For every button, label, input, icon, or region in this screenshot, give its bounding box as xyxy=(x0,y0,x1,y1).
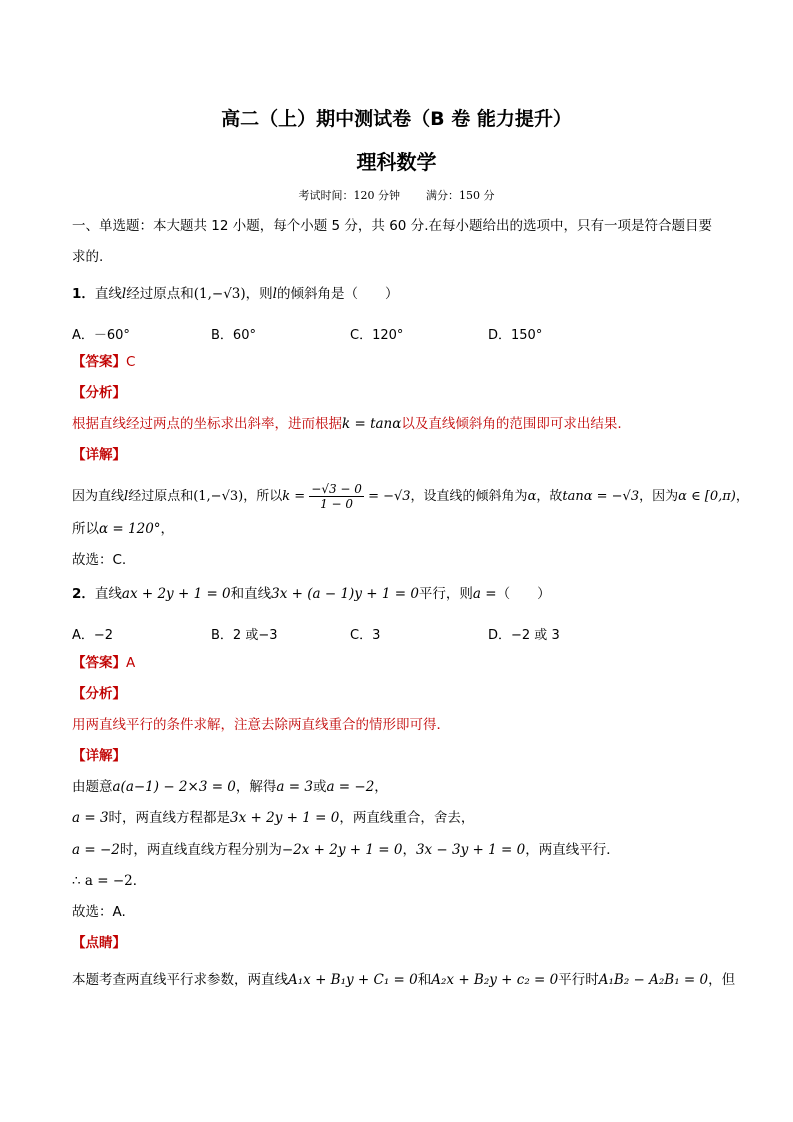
q2-option-b: B．2 或−3 xyxy=(211,628,278,643)
question-1: 1．直线l经过原点和(1,−√3)，则l的倾斜角是（ ） xyxy=(72,286,399,302)
answer-label: 【答案】 xyxy=(72,354,126,370)
section-heading-line2: 求的. xyxy=(72,249,104,265)
q2-option-a: A．−2 xyxy=(72,628,114,643)
q1-option-d: D．150° xyxy=(488,328,543,343)
page-subtitle: 理科数学 xyxy=(356,150,437,174)
q1-answer xyxy=(72,352,733,372)
exam-time: 考试时间：120 分钟 xyxy=(298,189,400,202)
exam-score: 满分：150 分 xyxy=(426,189,495,202)
point-expression: (1,−√3) xyxy=(193,286,246,302)
q2-comment-text: 本题考查两直线平行求参数，两直线A₁x + B₁y + C₁ = 0和A₂x + B₂y + c₂ = 0平行时A₁B₂ − A₂B₁ = 0，但 xyxy=(72,972,736,988)
q2-detail-label: 【详解】 xyxy=(72,748,126,764)
question-2: 2．直线ax + 2y + 1 = 0和直线3x + (a − 1)y + 1 = 0平行，则a =（ ） xyxy=(72,586,551,602)
q1-detail-label: 【详解】 xyxy=(72,447,126,463)
answer-value: A xyxy=(126,655,136,671)
q2-detail-line1: 由题意a(a−1) − 2×3 = 0，解得a = 3或a = −2， xyxy=(72,779,388,795)
q2-detail-line2: a = 3时，两直线方程都是3x + 2y + 1 = 0，两直线重合，舍去， xyxy=(72,810,475,826)
question-number: 2． xyxy=(72,586,95,602)
q1-detail-line2: 所以α = 120°， xyxy=(72,521,175,537)
page-title: 高二（上）期中测试卷（B 卷 能力提升） xyxy=(221,108,572,130)
q2-analysis-label: 【分析】 xyxy=(72,686,126,702)
question-number: 1． xyxy=(72,286,95,302)
q2-conclusion: 故选：A. xyxy=(72,904,126,920)
q1-detail-line1: 因为直线l经过原点和(1,−√3)，所以k = $\frac{-√3 - 0}{1 - 0}$ = −√3，设直线的倾斜角为α，故tanα = −√3，因为α ∈ [0,π)， xyxy=(72,482,749,511)
section-heading-line1: 一、单选题：本大题共 12 小题，每个小题 5 分，共 60 分.在每小题给出的选项中，只有一项是符合题目要 xyxy=(72,218,712,234)
slope-fraction: $\frac{-√3 - 0}{1 - 0}$ xyxy=(311,482,362,511)
q1-option-c: C．120° xyxy=(350,328,404,343)
answer-label: 【答案】 xyxy=(72,655,126,671)
q2-detail-line4: ∴ a = −2． xyxy=(72,873,147,889)
q2-option-c: C．3 xyxy=(350,628,381,643)
q1-analysis-label: 【分析】 xyxy=(72,385,126,401)
answer-value: C xyxy=(126,354,136,370)
q1-conclusion: 故选：C. xyxy=(72,552,127,568)
q1-analysis-text: 根据直线经过两点的坐标求出斜率，进而根据k = tanα以及直线倾斜角的范围即可求出结果. xyxy=(72,416,622,432)
q2-detail-line3: a = −2时，两直线直线方程分别为−2x + 2y + 1 = 0，3x − 3y + 1 = 0，两直线平行． xyxy=(72,842,620,858)
q2-comment-label: 【点睛】 xyxy=(72,935,126,951)
q2-answer xyxy=(72,653,733,673)
q1-option-b: B．60° xyxy=(211,328,256,343)
exam-info xyxy=(0,187,793,203)
q1-option-a: A．－60° xyxy=(72,328,130,343)
q2-option-d: D．−2 或 3 xyxy=(488,628,560,643)
q2-analysis-text: 用两直线平行的条件求解，注意去除两直线重合的情形即可得． xyxy=(72,717,450,733)
